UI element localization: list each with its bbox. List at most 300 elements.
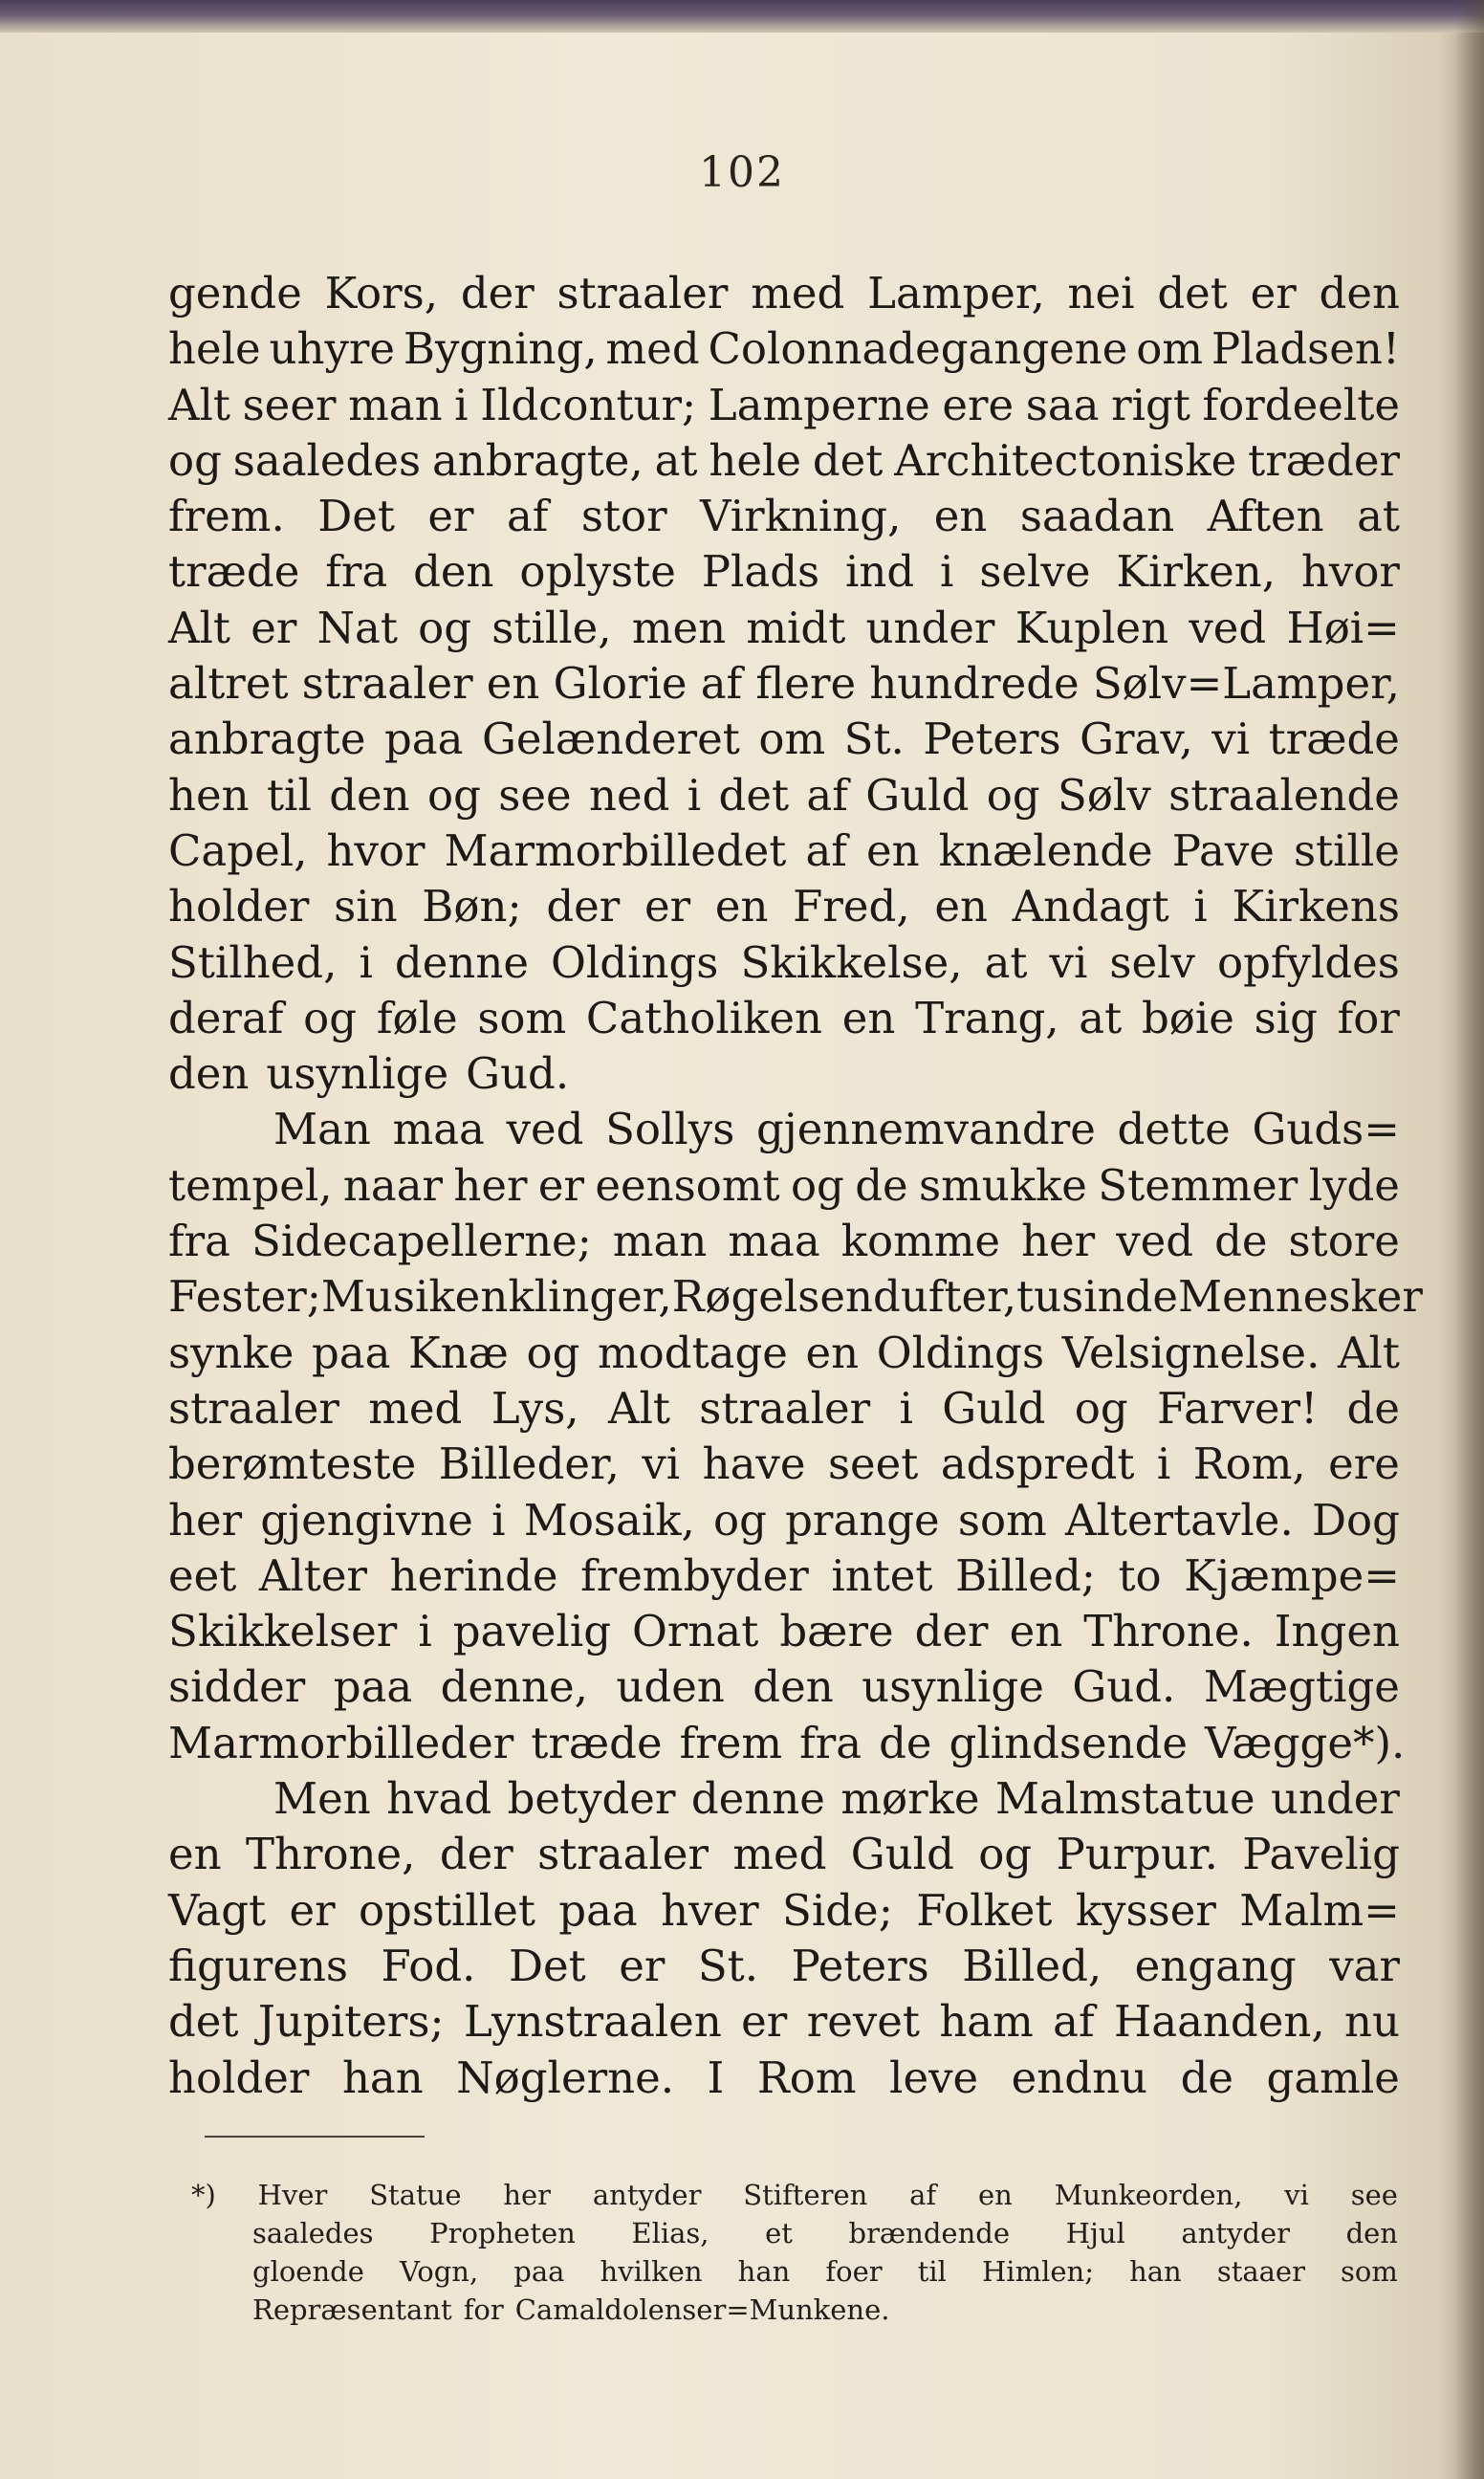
word: i — [899, 1382, 913, 1434]
word: træde — [1268, 713, 1400, 765]
page-gutter-shadow — [1455, 0, 1484, 2479]
word: træder — [1248, 434, 1400, 486]
word: føle — [376, 992, 458, 1043]
word: den — [1345, 2217, 1398, 2249]
word: Guld — [942, 1382, 1046, 1434]
word: selv — [1109, 936, 1195, 988]
text-line — [168, 656, 1400, 712]
word: ere — [942, 379, 1015, 430]
text-line — [168, 823, 1400, 879]
word: Haanden, — [1114, 1996, 1325, 2048]
word: intet — [831, 1549, 933, 1601]
word: Statue — [369, 2179, 462, 2211]
word: usynlige — [266, 1048, 449, 1100]
word: Lynstraalen — [463, 1996, 722, 2048]
word: under — [1271, 1773, 1400, 1825]
word: i — [1193, 881, 1208, 932]
word: et — [765, 2217, 793, 2249]
word: ned — [588, 769, 670, 821]
word: den — [753, 1661, 834, 1713]
word: nei — [1067, 268, 1135, 318]
word: store — [1288, 1216, 1400, 1267]
word: hvilken — [600, 2255, 703, 2288]
word: Propheten — [429, 2217, 576, 2249]
word: paa — [333, 1661, 413, 1713]
word: en — [933, 491, 988, 542]
word: straaler — [168, 1382, 339, 1434]
word: er — [427, 491, 474, 542]
word: betyder — [507, 1773, 676, 1825]
word: holder — [168, 2051, 310, 2103]
word: Oldings — [876, 1327, 1045, 1378]
word: have — [702, 1438, 806, 1490]
word: klinger, — [508, 1271, 672, 1323]
word: Alt — [1337, 1327, 1400, 1378]
word: Alt — [168, 602, 230, 653]
word: Colonnadegangene — [708, 323, 1128, 375]
word: I — [707, 2051, 725, 2103]
text-line — [168, 1046, 1400, 1102]
word: adspredt — [940, 1438, 1135, 1490]
word: Sollys — [605, 1104, 735, 1155]
word: ere — [1328, 1438, 1400, 1490]
word: St. — [697, 1940, 759, 1991]
word: hvad — [386, 1773, 492, 1825]
word: Lamper, — [867, 268, 1045, 318]
footnote-line — [191, 2291, 1398, 2329]
word: en — [714, 881, 769, 932]
word: Nat — [316, 602, 398, 653]
word: figurens — [168, 1940, 349, 1991]
word: Marmorbilledet — [444, 824, 787, 876]
word: Stemmer — [1098, 1159, 1298, 1211]
word: tempel, — [168, 1159, 333, 1211]
word: antyder — [1181, 2217, 1290, 2249]
word: den — [413, 546, 494, 598]
word: Andagt — [1012, 881, 1169, 932]
text-line — [168, 321, 1400, 377]
word: den — [168, 1048, 250, 1100]
word: denne — [394, 936, 529, 988]
word: fra — [325, 546, 388, 598]
text-line — [168, 879, 1400, 934]
word: Mosaik, — [523, 1494, 695, 1546]
text-line — [168, 433, 1400, 489]
word: Side; — [782, 1884, 893, 1936]
word: frembyder — [580, 1549, 809, 1601]
word: og — [978, 1829, 1033, 1880]
word: der — [546, 881, 621, 932]
word: sin — [334, 881, 398, 932]
word: i — [687, 769, 702, 821]
word: men — [631, 602, 727, 653]
word: Rom, — [1192, 1438, 1306, 1490]
word: det — [168, 1996, 239, 2048]
word: St. — [843, 713, 905, 765]
word: opfyldes — [1217, 936, 1400, 988]
word: i — [454, 379, 469, 430]
word: Repræsentant — [252, 2293, 452, 2326]
word: eet — [168, 1549, 237, 1601]
word: paa — [558, 1884, 638, 1936]
word: naar — [342, 1159, 444, 1211]
word: og — [1074, 1382, 1128, 1434]
word: det — [718, 769, 790, 821]
word: af — [700, 658, 743, 710]
word: Throne. — [1083, 1606, 1254, 1657]
word: Det — [317, 491, 395, 542]
word: fra — [799, 1717, 862, 1768]
word: Gud. — [1072, 1661, 1176, 1713]
word: altret — [168, 658, 289, 710]
word: opstillet — [358, 1884, 535, 1936]
word: som — [1341, 2255, 1398, 2288]
word: en — [168, 1829, 222, 1880]
word: Pave — [1171, 824, 1275, 876]
word: Bygning, — [403, 323, 598, 375]
word: Guld — [865, 769, 970, 821]
word: Røgelsen — [671, 1271, 874, 1323]
word: frem. — [168, 491, 285, 542]
word: Altertavle. — [1064, 1494, 1294, 1546]
text-line — [168, 1493, 1400, 1548]
word: bære — [779, 1606, 894, 1657]
text-line — [168, 1716, 1406, 1771]
word: om — [1136, 323, 1204, 375]
word: Lys, — [491, 1382, 579, 1434]
word: Men — [273, 1773, 371, 1825]
word: *) — [191, 2179, 216, 2211]
word: gjengivne — [260, 1494, 473, 1546]
text-line — [168, 1158, 1400, 1214]
word: Hjul — [1065, 2217, 1125, 2249]
word: ind — [845, 546, 915, 598]
text-line — [168, 1326, 1400, 1381]
word: Peters — [923, 713, 1061, 765]
word: med — [605, 323, 700, 375]
word: om — [758, 713, 826, 765]
word: de — [1214, 1216, 1268, 1267]
word: Kirkens — [1232, 881, 1400, 932]
word: ved — [506, 1104, 584, 1155]
word: Velsignelse. — [1061, 1327, 1320, 1378]
word: Mægtige — [1203, 1661, 1400, 1713]
word: bøie — [1141, 992, 1234, 1043]
word: Guds= — [1252, 1104, 1400, 1155]
word: staaer — [1216, 2255, 1305, 2288]
word: i — [491, 1494, 506, 1546]
word: stille, — [491, 602, 612, 653]
word: deraf — [168, 992, 284, 1043]
word: Aften — [1207, 491, 1324, 542]
word: leve — [889, 2051, 979, 2103]
word: Ildcontur; — [480, 379, 697, 430]
word: Glorie — [553, 658, 687, 710]
word: smukke — [919, 1159, 1087, 1211]
word: engang — [1134, 1940, 1297, 1991]
word: herinde — [389, 1549, 558, 1601]
word: han — [737, 2255, 791, 2288]
word: Throne, — [245, 1829, 416, 1880]
word: og — [526, 1327, 580, 1378]
word: Sølv=Lamper, — [1092, 658, 1400, 710]
word: er — [1250, 268, 1297, 318]
text-line — [168, 1437, 1400, 1492]
word: den — [329, 769, 410, 821]
word: Skikkelser — [168, 1606, 398, 1657]
word: en — [934, 881, 988, 932]
text-line — [168, 1102, 1400, 1157]
word: i — [940, 546, 954, 598]
word: paa — [383, 713, 464, 765]
word: var — [1329, 1940, 1400, 1991]
word: her — [168, 1494, 243, 1546]
word: at — [1357, 491, 1400, 542]
word: og — [986, 769, 1040, 821]
word: den — [1319, 268, 1400, 318]
body-text — [168, 266, 1423, 2106]
text-line — [168, 991, 1400, 1046]
word: ham — [939, 1996, 1034, 2048]
word: Hver — [257, 2179, 328, 2211]
word: ved — [1189, 602, 1267, 653]
word: i — [359, 936, 373, 988]
word: Purpur. — [1056, 1829, 1218, 1880]
word: denne — [690, 1773, 825, 1825]
word: det — [1157, 268, 1228, 318]
word: de — [1346, 1382, 1400, 1434]
word: pavelig — [452, 1606, 612, 1657]
word: og — [418, 602, 472, 653]
word: vi — [1284, 2179, 1309, 2211]
word: sidder — [168, 1661, 306, 1713]
word: hele — [709, 434, 801, 486]
word: brændende — [848, 2217, 1010, 2249]
word: paa — [513, 2255, 565, 2288]
word: man — [612, 1216, 708, 1267]
word: Høi= — [1286, 602, 1400, 653]
word: lyde — [1308, 1159, 1400, 1211]
word: hvor — [1300, 546, 1400, 598]
word: Marmorbilleder — [168, 1717, 514, 1768]
word: selve — [979, 546, 1091, 598]
word: Kuplen — [1015, 602, 1169, 653]
word: anbragte, — [431, 434, 644, 486]
word: Camaldolenser=Munkene. — [514, 2293, 890, 2326]
word: frem — [679, 1717, 783, 1768]
word: man — [348, 379, 443, 430]
word: anbragte — [168, 713, 366, 765]
word: han — [341, 2051, 424, 2103]
text-line — [168, 489, 1400, 544]
text-line — [168, 1269, 1423, 1325]
word: af — [909, 2179, 937, 2211]
text-line — [168, 1548, 1400, 1604]
word: her — [1021, 1216, 1096, 1267]
word: at — [984, 936, 1028, 988]
word: Musiken — [320, 1271, 509, 1323]
word: Malmstatue — [994, 1773, 1255, 1825]
footnote-line — [191, 2252, 1398, 2291]
word: Himlen; — [982, 2255, 1094, 2288]
word: og — [713, 1494, 767, 1546]
word: Malm= — [1239, 1884, 1400, 1936]
word: er — [619, 1940, 666, 1991]
word: en — [805, 1327, 860, 1378]
word: er — [251, 602, 297, 653]
word: knælende — [938, 824, 1153, 876]
text-line — [168, 935, 1400, 991]
word: det — [812, 434, 884, 486]
word: Plads — [701, 546, 820, 598]
word: træde — [531, 1717, 663, 1768]
word: Fred, — [793, 881, 910, 932]
word: Kirken, — [1116, 546, 1277, 598]
word: Trang, — [915, 992, 1059, 1043]
word: en — [1009, 1606, 1063, 1657]
word: gende — [168, 268, 302, 318]
word: see — [498, 769, 572, 821]
word: med — [732, 1829, 827, 1880]
footnote-line — [191, 2214, 1398, 2252]
word: som — [477, 992, 567, 1043]
word: komme — [840, 1216, 1001, 1267]
word: denne, — [440, 1661, 588, 1713]
word: Billed; — [955, 1549, 1096, 1601]
word: af — [506, 491, 549, 542]
word: at — [654, 434, 698, 486]
word: glindsende — [949, 1717, 1189, 1768]
text-line — [168, 1939, 1400, 1994]
word: flere — [755, 658, 857, 710]
page-top-edge — [0, 0, 1484, 33]
word: Oldings — [551, 936, 719, 988]
word: Catholiken — [585, 992, 823, 1043]
word: uhyre — [269, 323, 396, 375]
word: Elias, — [631, 2217, 709, 2249]
text-line — [168, 1604, 1400, 1659]
word: oplyste — [519, 546, 676, 598]
word: der — [914, 1606, 989, 1657]
word: af — [1053, 1996, 1095, 2048]
word: en — [978, 2179, 1013, 2211]
word: straaler — [556, 268, 729, 318]
word: Kjæmpe= — [1184, 1549, 1400, 1601]
word: Ingen — [1274, 1606, 1400, 1657]
word: revet — [806, 1996, 920, 2048]
word: for — [463, 2293, 504, 2326]
word: der — [460, 268, 535, 318]
text-line — [168, 544, 1400, 600]
word: og — [426, 769, 481, 821]
text-line — [168, 601, 1400, 656]
word: Fod. — [381, 1940, 476, 1991]
word: paa — [311, 1327, 391, 1378]
word: er — [644, 881, 691, 932]
word: og — [303, 992, 358, 1043]
word: endnu — [1011, 2051, 1148, 2103]
word: han — [1129, 2255, 1182, 2288]
word: her — [503, 2179, 552, 2211]
word: under — [865, 602, 995, 653]
word: mørke — [840, 1773, 980, 1825]
word: Skikkelse, — [740, 936, 963, 988]
word: seer — [242, 379, 337, 430]
text-line — [168, 712, 1400, 767]
word: hver — [661, 1884, 759, 1936]
word: uden — [616, 1661, 725, 1713]
word: en — [486, 658, 540, 710]
word: hundrede — [869, 658, 1080, 710]
word: dette — [1117, 1104, 1231, 1155]
word: Bøn; — [422, 881, 522, 932]
word: saaledes — [232, 434, 422, 486]
word: med — [751, 268, 845, 318]
word: Alt — [607, 1382, 670, 1434]
word: som — [957, 1494, 1047, 1546]
text-line — [168, 2051, 1400, 2106]
word: Virkning, — [700, 491, 902, 542]
footnote-rule — [205, 2136, 425, 2138]
word: af — [805, 824, 847, 876]
word: der — [439, 1829, 513, 1880]
word: straaler — [537, 1829, 709, 1880]
footnote-block — [191, 2176, 1398, 2329]
text-line — [168, 1994, 1400, 2050]
word: straalende — [1168, 769, 1400, 821]
word: Grav, — [1080, 713, 1193, 765]
word: træde — [168, 546, 300, 598]
word: stille — [1293, 824, 1400, 876]
text-line — [168, 1381, 1400, 1437]
word: fordeelte — [1202, 379, 1400, 430]
word: Peters — [791, 1940, 929, 1991]
word: vi — [642, 1438, 681, 1490]
text-line — [168, 266, 1400, 321]
word: Vogn, — [399, 2255, 479, 2288]
word: til — [266, 769, 312, 821]
word: Ornat — [632, 1606, 759, 1657]
word: berømteste — [168, 1438, 417, 1490]
word: antyder — [592, 2179, 702, 2211]
word: maa — [392, 1104, 485, 1155]
word: Capel, — [168, 824, 308, 876]
word: dufter, — [873, 1271, 1017, 1323]
text-line — [168, 1827, 1400, 1882]
word: ved — [1116, 1216, 1194, 1267]
word: seet — [827, 1438, 919, 1490]
footnote-line — [191, 2176, 1398, 2214]
text-line — [168, 1883, 1400, 1939]
word: og — [790, 1159, 844, 1211]
word: her — [453, 1159, 528, 1211]
word: see — [1350, 2179, 1398, 2211]
word: af — [806, 769, 848, 821]
word: Alt — [168, 379, 230, 430]
word: midt — [746, 602, 846, 653]
word: er — [289, 1884, 336, 1936]
word: Billeder, — [438, 1438, 620, 1490]
word: tusinde — [1016, 1271, 1179, 1323]
word: Guld — [850, 1829, 954, 1880]
word: synke — [168, 1327, 295, 1378]
word: Billed, — [962, 1940, 1102, 1991]
word: en — [841, 992, 896, 1043]
word: usynlige — [862, 1661, 1044, 1713]
word: Nøglerne. — [456, 2051, 675, 2103]
word: de — [855, 1159, 908, 1211]
word: to — [1118, 1549, 1162, 1601]
